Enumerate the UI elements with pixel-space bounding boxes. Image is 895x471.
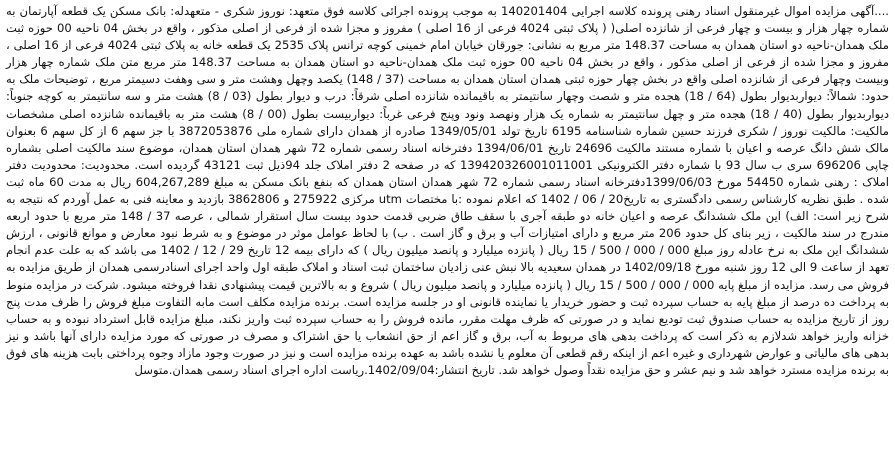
notice-body-text: ....آگهی مزایده اموال غیرمنقول اسناد رهنی پرونده کلاسه اجرایی 140201404 به موجب پرونده اجرائی کلاسه فوق متعهد: نوروز شکری - متعهدله: بانک مسکن یک قطعه آپارتمان به شماره چهار هزار و بیست و چهار فرعی از شانزده اصلی( ( پلاک ثبتی 4024 فرعی از 16 اصلی ) مفروز و مجزا شده از فرعی از اصلی مذکور ، واقع در بخش 04 ناحیه 00 حوزه ثبت ملک همدان-ناحیه دو استان همدان به مساحت 148.37 متر مربع به نشانی: جورقان خیابان امام خمینی کوچه ترانس پلاک 2535 یک قطعه خانه به پلاک ثبتی 4024 فرعی از 16 اصلی ، مفروز و مجزا شده از فرعی از اصلی مذکور ، واقع در بخش 04 ناحیه 00 حوزه ثبت ملک همدان-ناحیه دو استان همدان به مساحت 148.37 متر مربع متن ملک شماره چهار هزار وبیست وچهار فرعی از شانزده اصلی واقع در بخش چهار حوزه ثبتی همدان استان همدان به مساحت (37 / 148) یکصد وچهل وهشت متر و سی وهفت دسیمتر مربع ، توضیحات ملک به حدود: شمالاً: دیواربدیوار بطول (64 / 18) هجده متر و شصت وچهار سانتیمتر به باقیمانده شانزده اصلی شرقاً: درب و دیوار بطول (03 / 8) هشت متر و سه سانتیمتر به کوچه جنوباً: دیواربدیوار بطول (40 / 18) هجده متر و چهل سانتیمتر به شماره یک هزار ونهصد ونود وپنج فرعی غرباً: دیواربیست بطول (00 / 8) هشت متر به باقیمانده شانزده اصلی مشخصات مالکیت: مالکیت نوروز / شکری فرزند حسین شماره شناسنامه 6195 تاریخ تولد 1349/05/01 صادره از همدان دارای شماره ملی 3872053876 با جز سهم 6 از کل سهم 6 بعنوان مالک شش دانگ عرصه و اعیان با شماره مستند مالکیت 24696 تاریخ 1394/06/01 دفترخانه اسناد رسمی شماره 72 شهر همدان استان همدان، موضوع سند مالکیت اصلی بشماره چاپی 696206 سری ب سال 93 با شماره دفتر الکترونیکی 139420326001011001 که در صفحه 2 دفتر املاک جلد 94ذیل ثبت 43121 گردیده است. محدودیت: محدودیت دفتر املاک : رهنی شماره 54450 مورخ 1399/06/03دفترخانه اسناد رسمی شماره 72 شهر همدان استان همدان که بنفع بانک مسکن به مبلغ 604,267,289 ریال به مدت 60 ماه ثبت شده . طبق نظریه کارشناس رسمی دادگستری به تاریخ20 / 06 / 1402 که اعلام نموده :با مختصات utm مرکزی 275922 و 3862806 بازدید و معاینه فنی به عمل آوردم که نتیجه به شرح زیر است: الف) این ملک ششدانگ عرصه و اعیان خانه دو طبقه آجری با سقف طاق ضربی قدمت حدود بیست سال استقرار شمالی ، عرصه 37 / 148 متر مربع با حدود اربعه مندرج در سند مالکیت ، زیر بنای کل حدود 206 متر مربع و دارای امتیازات آب و برق و گاز است . ب) با لحاظ عوامل موثر در موضوع و به شرط نبود معارض و موانع قانونی ، ارزش ششدانگ این ملک به نرخ عادله روز مبلغ 000 / 000 / 500 / 15 ریال ( پانزده میلیارد و پانصد میلیون ریال ) که دارای بیمه 12 تاریخ 29 / 12 / 1402 می باشد که به علت عدم انجام تعهد از ساعت 9 الی 12 روز شنبه مورخ 1402/09/18 در همدان سعیدیه بالا نبش عنی زادیان ساختمان ثبت اسناد و املاک طبقه اول واحد اجرای اسنادرسمی همدان از طریق مزایده به فروش می رسد. مزایده از مبلغ پایه 000 / 000 / 500 / 15 ریال ( پانزده میلیارد و پانصد میلیون ریال ) شروع و به بالاترین قیمت پیشنهادی نقدا فروخته میشود. شرکت در مزایده منوط به پرداخت ده درصد از مبلغ پایه به حساب سپرده ثبت و حضور خریدار یا نماینده قانونی او در جلسه مزایده است. برنده مزایده مکلف است مابه التفاوت مبلغ فروش را ظرف مدت پنج روز از تاریخ مزایده به حساب صندوق ثبت تودیع نماید و در صورتی که ظرف مهلت مقرر، مانده فروش را به حساب سپرده ثبت واریز نکند، مبلغ مزایده قابل استرداد نبوده و به حساب خزانه واریز خواهد شدلازم به ذکر است که پرداخت بدهی های مربوط به آب، برق و گاز اعم از حق انشعاب یا حق اشتراک و مصرف در صورتی که مورد مزایده دارای آنها باشد و نیز بدهی های مالیاتی و عوارض شهرداری و غیره اعم از اینکه رقم قطعی آن معلوم یا نشده باشد به عهده برنده مزایده است و نیز در صورت وجود مازاد وجوه پرداختی بابت هزینه های فوق به برنده مزایده مسترد خواهد شد و نیم عشر و حق مزایده نقداً وصول خواهد شد. تاریخ انتشار:1402/09/04.ریاست اداره اجرای اسناد رسمی همدان.متوسل	[6, 4, 890, 377]
